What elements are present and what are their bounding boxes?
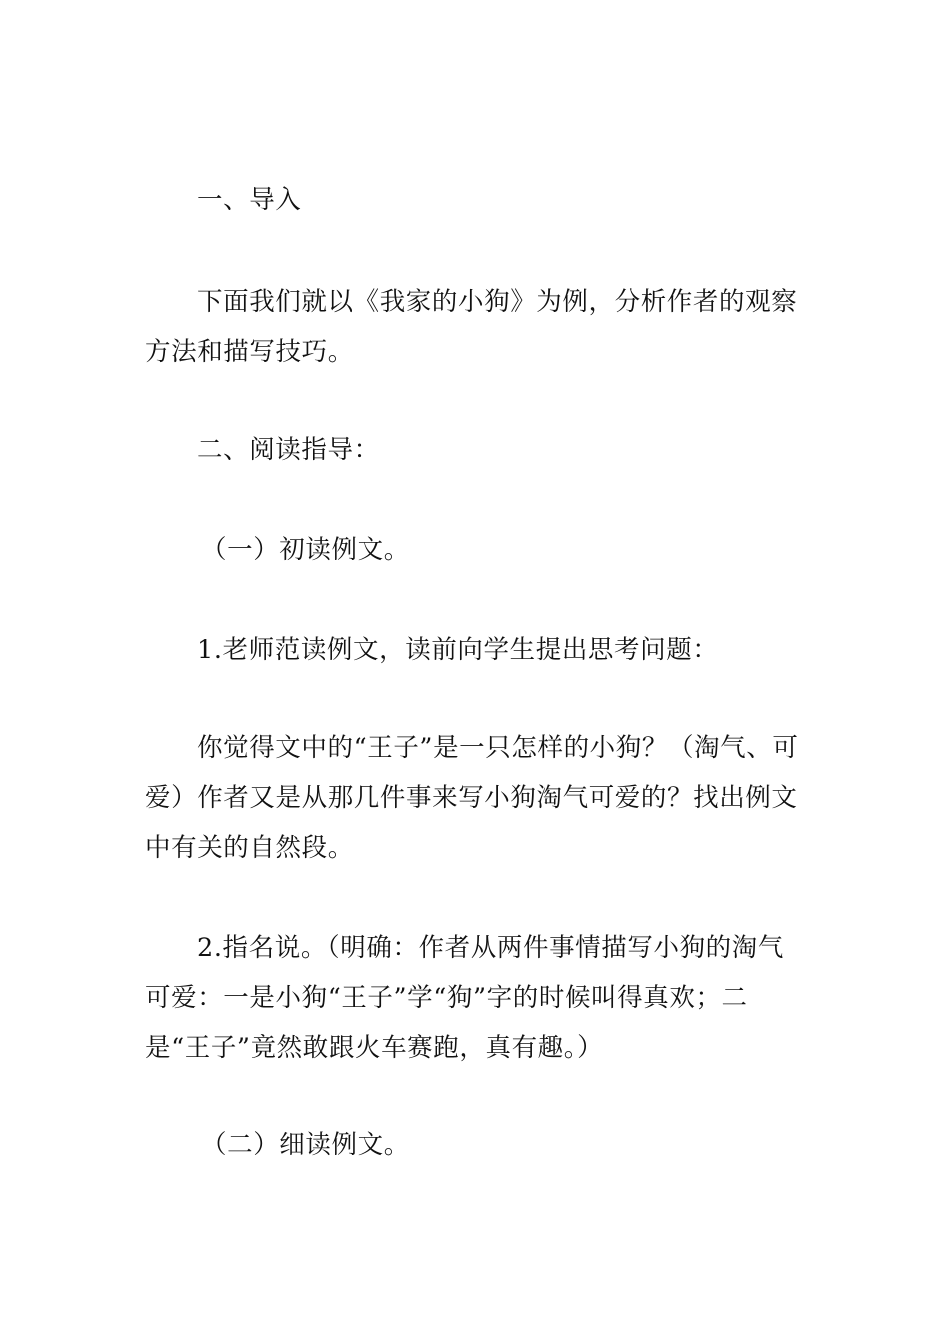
section-heading-reading-guide: 二、阅读指导： <box>197 435 380 465</box>
question-paragraph: 你觉得文中的“王子”是一只怎样的小狗？（淘气、可爱）作者又是从那几件事来写小狗淘气可爱的？找出例文中有关的自然段。 <box>145 733 799 863</box>
subheading-close-reading: （二）细读例文。 <box>201 1130 410 1160</box>
section-heading-intro: 一、导入 <box>197 185 302 215</box>
subheading-first-reading: （一）初读例文。 <box>201 535 410 565</box>
step-1-paragraph: 1.老师范读例文，读前向学生提出思考问题： <box>197 635 719 665</box>
intro-paragraph: 下面我们就以《我家的小狗》为例，分析作者的观察方法和描写技巧。 <box>145 287 798 367</box>
step-2-paragraph: 2.指名说。（明确：作者从两件事情描写小狗的淘气可爱：一是小狗“王子”学“狗”字的时候叫得真欢；二是“王子”竟然敢跟火车赛跑，真有趣。） <box>145 933 784 1063</box>
